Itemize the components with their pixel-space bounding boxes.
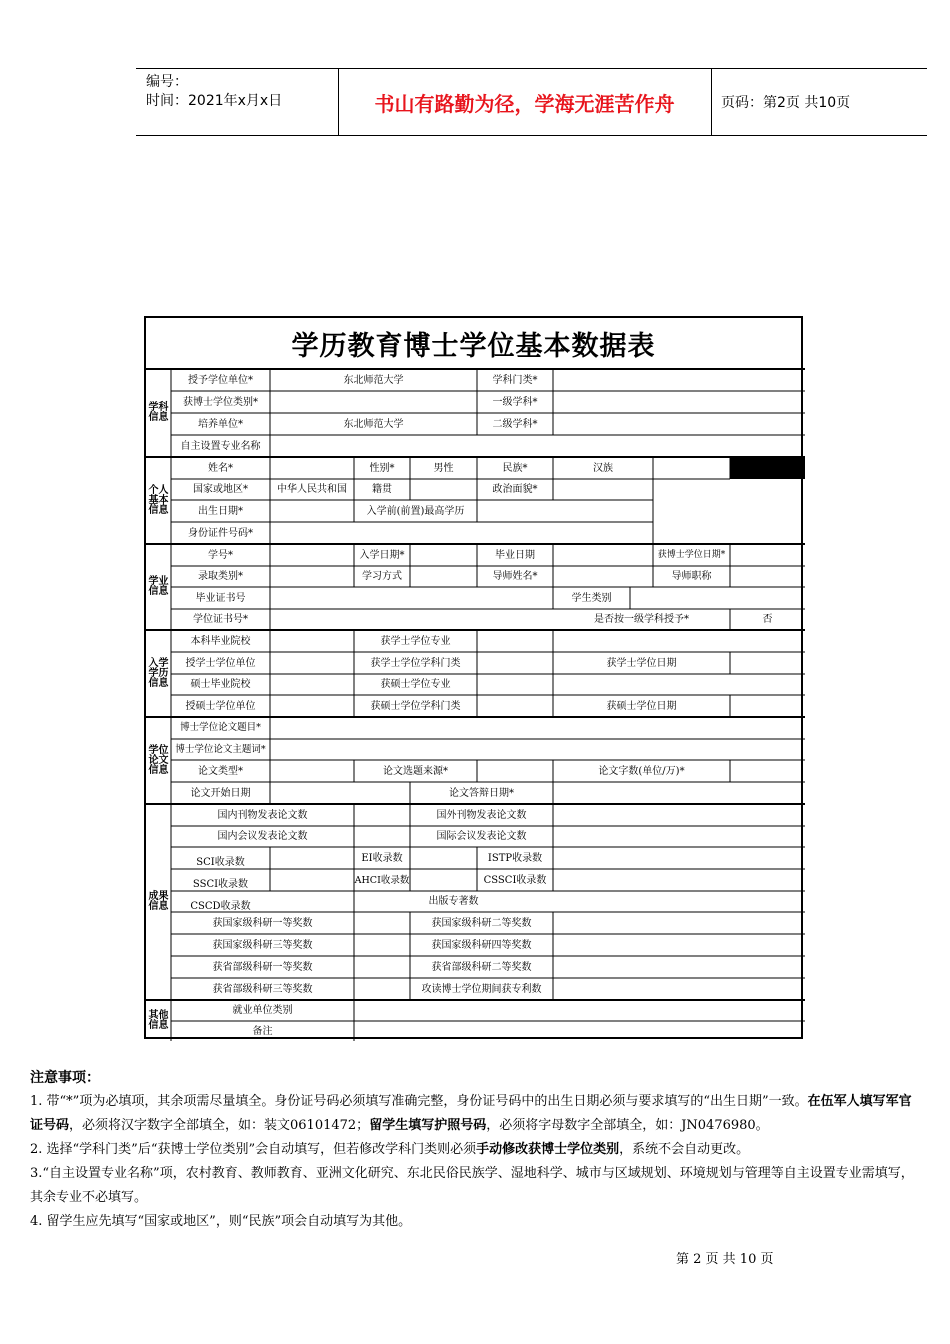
header-motto: 书山有路勤为径，学海无涯苦作舟 (374, 91, 675, 116)
field-label: 博士学位论文题目* (180, 722, 261, 733)
field-label: 录取类别* (198, 571, 243, 582)
section-study-label: 学业信息 (148, 576, 169, 597)
field-label: 获学士学位专业 (380, 635, 451, 647)
field-label: 博士学位论文主题词* (175, 743, 266, 755)
note-2 (30, 1138, 920, 1162)
section-other-label: 其他信息 (148, 1009, 169, 1031)
field-label: 身份证件号码* (188, 527, 253, 539)
field-label: 培养单位* (198, 418, 243, 430)
header-divider (711, 69, 712, 135)
field-label: 论文开始日期 (190, 787, 251, 799)
header-meta (146, 73, 282, 111)
field-label: 国家或地区* (193, 484, 248, 495)
note-2-text: 2. 选择“学科门类”后“获博士学位类别”会自动填写，但若修改学科门类则必须 (30, 1142, 477, 1157)
page-footer: 第 2 页 共 10 页 (676, 1252, 774, 1267)
number-label: 编号： (146, 74, 188, 90)
note-1-emphasis: 在伍军人填写军官证号码 (30, 1094, 912, 1133)
note-3: 3.“自主设置专业名称”项，农村教育、教师教育、亚洲文化研究、东北民俗民族学、湿地科学、城市与区域规划、环境规划与管理等自主设置专业需填写，其余专业不必填写。 (30, 1166, 914, 1205)
field-label: 硕士毕业院校 (190, 679, 251, 690)
field-label: 获学士学位日期 (606, 657, 677, 669)
field-label: 姓名* (208, 462, 233, 474)
field-label: 入学日期* (359, 549, 405, 561)
field-label: 学号* (208, 549, 233, 561)
field-label: 获省部级科研三等奖数 (212, 983, 313, 995)
field-label: EI收录数 (361, 852, 403, 864)
note-2-text: ，系统不会自动更改。 (619, 1142, 750, 1157)
field-label: 二级学科* (492, 418, 538, 430)
time-label: 时间：2021年x月x日 (146, 93, 283, 109)
field-label: 一级学科* (492, 396, 538, 408)
form-title: 学历教育博士学位基本数据表 (291, 331, 656, 362)
notes-section (30, 1066, 920, 1234)
field-label: CSCD收录数 (190, 901, 251, 912)
field-label: 获国家级科研四等奖数 (431, 939, 532, 951)
field-value: 否 (762, 614, 773, 625)
field-label: 毕业日期 (495, 549, 535, 561)
note-1-emphasis: 留学生填写护照号码 (369, 1118, 487, 1133)
field-label: SCI收录数 (196, 857, 245, 868)
field-label: 入学前(前置)最高学历 (366, 505, 465, 517)
section-subject-label: 学科信息 (148, 402, 169, 423)
field-label: 导师职称 (671, 571, 712, 582)
field-label: 籍贯 (372, 484, 392, 495)
field-label: 自主设置专业名称 (180, 440, 261, 452)
degree-form (144, 316, 803, 1039)
field-label: AHCI收录数 (354, 874, 410, 886)
field-label: 获硕士学位学科门类 (370, 700, 461, 712)
field-label: 论文字数(单位/万)* (598, 765, 685, 777)
field-label: 授予学位单位* (188, 374, 253, 386)
field-value: 男性 (433, 462, 454, 474)
field-label: 获省部级科研一等奖数 (212, 961, 313, 973)
field-label: 国际会议发表论文数 (436, 831, 527, 842)
field-label: 国内会议发表论文数 (217, 831, 308, 842)
field-label: 学习方式 (362, 571, 402, 582)
field-label: 授硕士学位单位 (185, 700, 256, 712)
field-label: SSCI收录数 (192, 879, 249, 890)
field-label: 获硕士学位专业 (380, 679, 451, 690)
section-results-label: 成果信息 (148, 891, 169, 912)
field-label: 学科门类* (492, 374, 538, 386)
field-label: 出生日期* (198, 505, 243, 517)
field-value: 汉族 (593, 462, 613, 474)
field-label: 备注 (252, 1025, 273, 1037)
note-1 (30, 1090, 920, 1138)
field-label: 国内刊物发表论文数 (217, 809, 308, 821)
field-label: 政治面貌* (492, 484, 538, 495)
field-label: 就业单位类别 (232, 1005, 293, 1016)
field-label: 民族* (502, 462, 528, 474)
page-header (136, 68, 927, 136)
field-label: 论文答辩日期* (449, 787, 514, 799)
field-label: 获省部级科研二等奖数 (431, 961, 532, 973)
field-label: 论文选题来源* (383, 765, 448, 777)
field-label: 获博士学位日期* (657, 550, 726, 560)
field-label: 国外刊物发表论文数 (436, 809, 527, 821)
field-label: 获国家级科研一等奖数 (212, 917, 313, 929)
field-value: 东北师范大学 (343, 418, 404, 430)
field-label: 论文类型* (198, 765, 243, 777)
field-label: 学位证书号* (193, 614, 248, 625)
field-label: ISTP收录数 (487, 852, 543, 864)
field-label: 获硕士学位日期 (606, 700, 677, 712)
field-label: 获国家级科研三等奖数 (212, 939, 313, 951)
field-label: 攻读博士学位期间获专利数 (421, 983, 542, 995)
field-value: 东北师范大学 (343, 374, 404, 386)
note-1-text: ，必须将字母数字全部填全，如：JN0476980。 (486, 1118, 769, 1133)
field-label: CSSCI收录数 (483, 874, 547, 886)
note-4: 4. 留学生应先填写“国家或地区”，则“民族”项会自动填写为其他。 (30, 1214, 412, 1229)
header-page: 页码：第2页 共10页 (721, 95, 851, 111)
note-2-emphasis: 手动修改获博士学位类别 (476, 1142, 620, 1157)
field-label: 性别* (369, 462, 395, 474)
field-value: 中华人民共和国 (277, 484, 347, 495)
field-label: 获国家级科研二等奖数 (431, 917, 532, 929)
section-thesis-label: 学位论文信息 (148, 744, 169, 776)
field-label: 获博士学位类别* (183, 396, 258, 408)
field-label: 本科毕业院校 (190, 635, 251, 647)
field-label: 学生类别 (571, 592, 612, 604)
field-label: 授学士学位单位 (185, 657, 256, 669)
field-label: 导师姓名* (492, 571, 538, 582)
field-label: 毕业证书号 (195, 592, 246, 604)
field-label: 获学士学位学科门类 (370, 657, 461, 669)
notes-title: 注意事项： (30, 1070, 100, 1086)
note-1-text: 1. 带“*”项为必填项，其余项需尽量填全。身份证号码必须填写准确完整，身份证号码中的出生日期必须与要求填写的“出生日期”一致。 (30, 1094, 808, 1109)
section-personal-label: 个人基本信息 (148, 484, 169, 516)
field-label: 出版专著数 (428, 896, 479, 907)
note-1-text: ，必须将汉字数字全部填全，如：装文06101472； (69, 1118, 370, 1133)
field-label: 是否按一级学科授予* (594, 614, 689, 625)
section-entry-label: 入学学历信息 (148, 657, 169, 689)
